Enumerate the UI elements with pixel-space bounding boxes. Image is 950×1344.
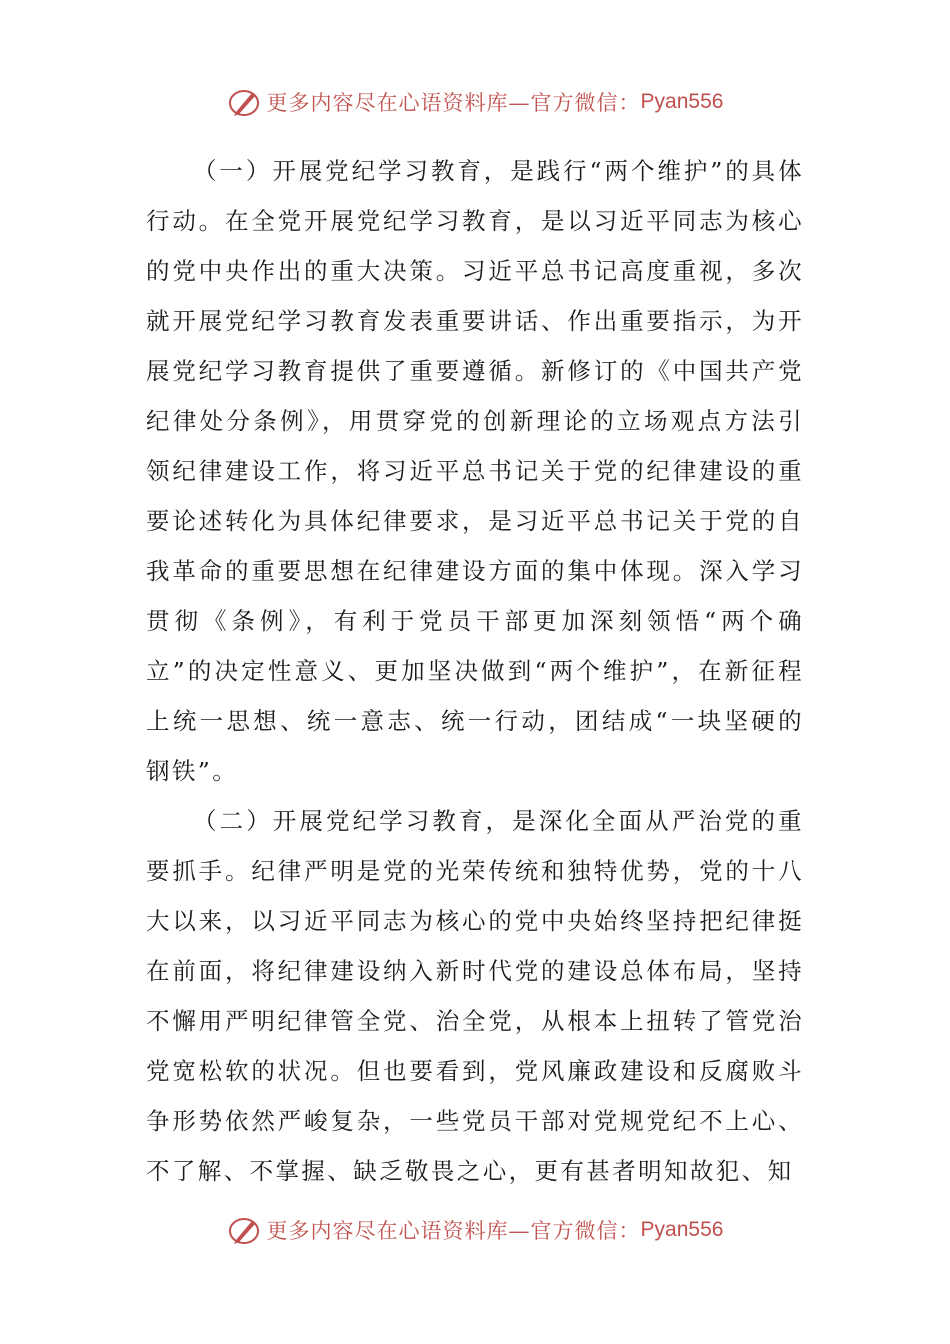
- pen-logo-icon: [227, 1213, 261, 1247]
- wechat-id: Pyan556: [640, 1218, 724, 1241]
- watermark-text: 更多内容尽在心语资料库—官方微信：: [266, 1219, 641, 1243]
- paragraph-1: （一）开展党纪学习教育，是践行“两个维护”的具体行动。在全党开展党纪学习教育，是以习近平同志为核心的党中央作出的重大决策。习近平总书记高度重视，多次就开展党纪学习教育发表重要讲话、作出重要指示，为开展党纪学习教育提供了重要遵循。新修订的《中国共产党纪律处分条例》，用贯穿党的创新理论的立场观点方法引领纪律建设工作，将习近平总书记关于党的纪律建设的重要论述转化为具体纪律要求，是习近平总书记关于党的自我革命的重要思想在纪律建设方面的集中体现。深入学习贯彻《条例》，有利于党员干部更加深刻领悟“两个确立”的决定性意义、更加坚决做到“两个维护”，在新征程上统一思想、统一意志、统一行动，团结成“一块坚硬的钢铁”。: [146, 157, 804, 785]
- paragraph-2: （二）开展党纪学习教育，是深化全面从严治党的重要抓手。纪律严明是党的光荣传统和独特优势，党的十八大以来，以习近平同志为核心的党中央始终坚持把纪律挺在前面，将纪律建设纳入新时代党的建设总体布局，坚持不懈用严明纪律管全党、治全党，从根本上扭转了管党治党宽松软的状况。但也要看到，党风廉政建设和反腐败斗争形势依然严峻复杂，一些党员干部对党规党纪不上心、不了解、不掌握、缺乏敬畏之心，更有甚者明知故犯、知: [146, 807, 804, 1185]
- header-watermark: [0, 82, 950, 122]
- wechat-id: Pyan556: [640, 90, 724, 113]
- footer-watermark: [0, 1210, 950, 1250]
- document-body: [146, 146, 804, 1196]
- watermark-text: 更多内容尽在心语资料库—官方微信：: [266, 91, 641, 115]
- pen-logo-icon: [227, 85, 261, 119]
